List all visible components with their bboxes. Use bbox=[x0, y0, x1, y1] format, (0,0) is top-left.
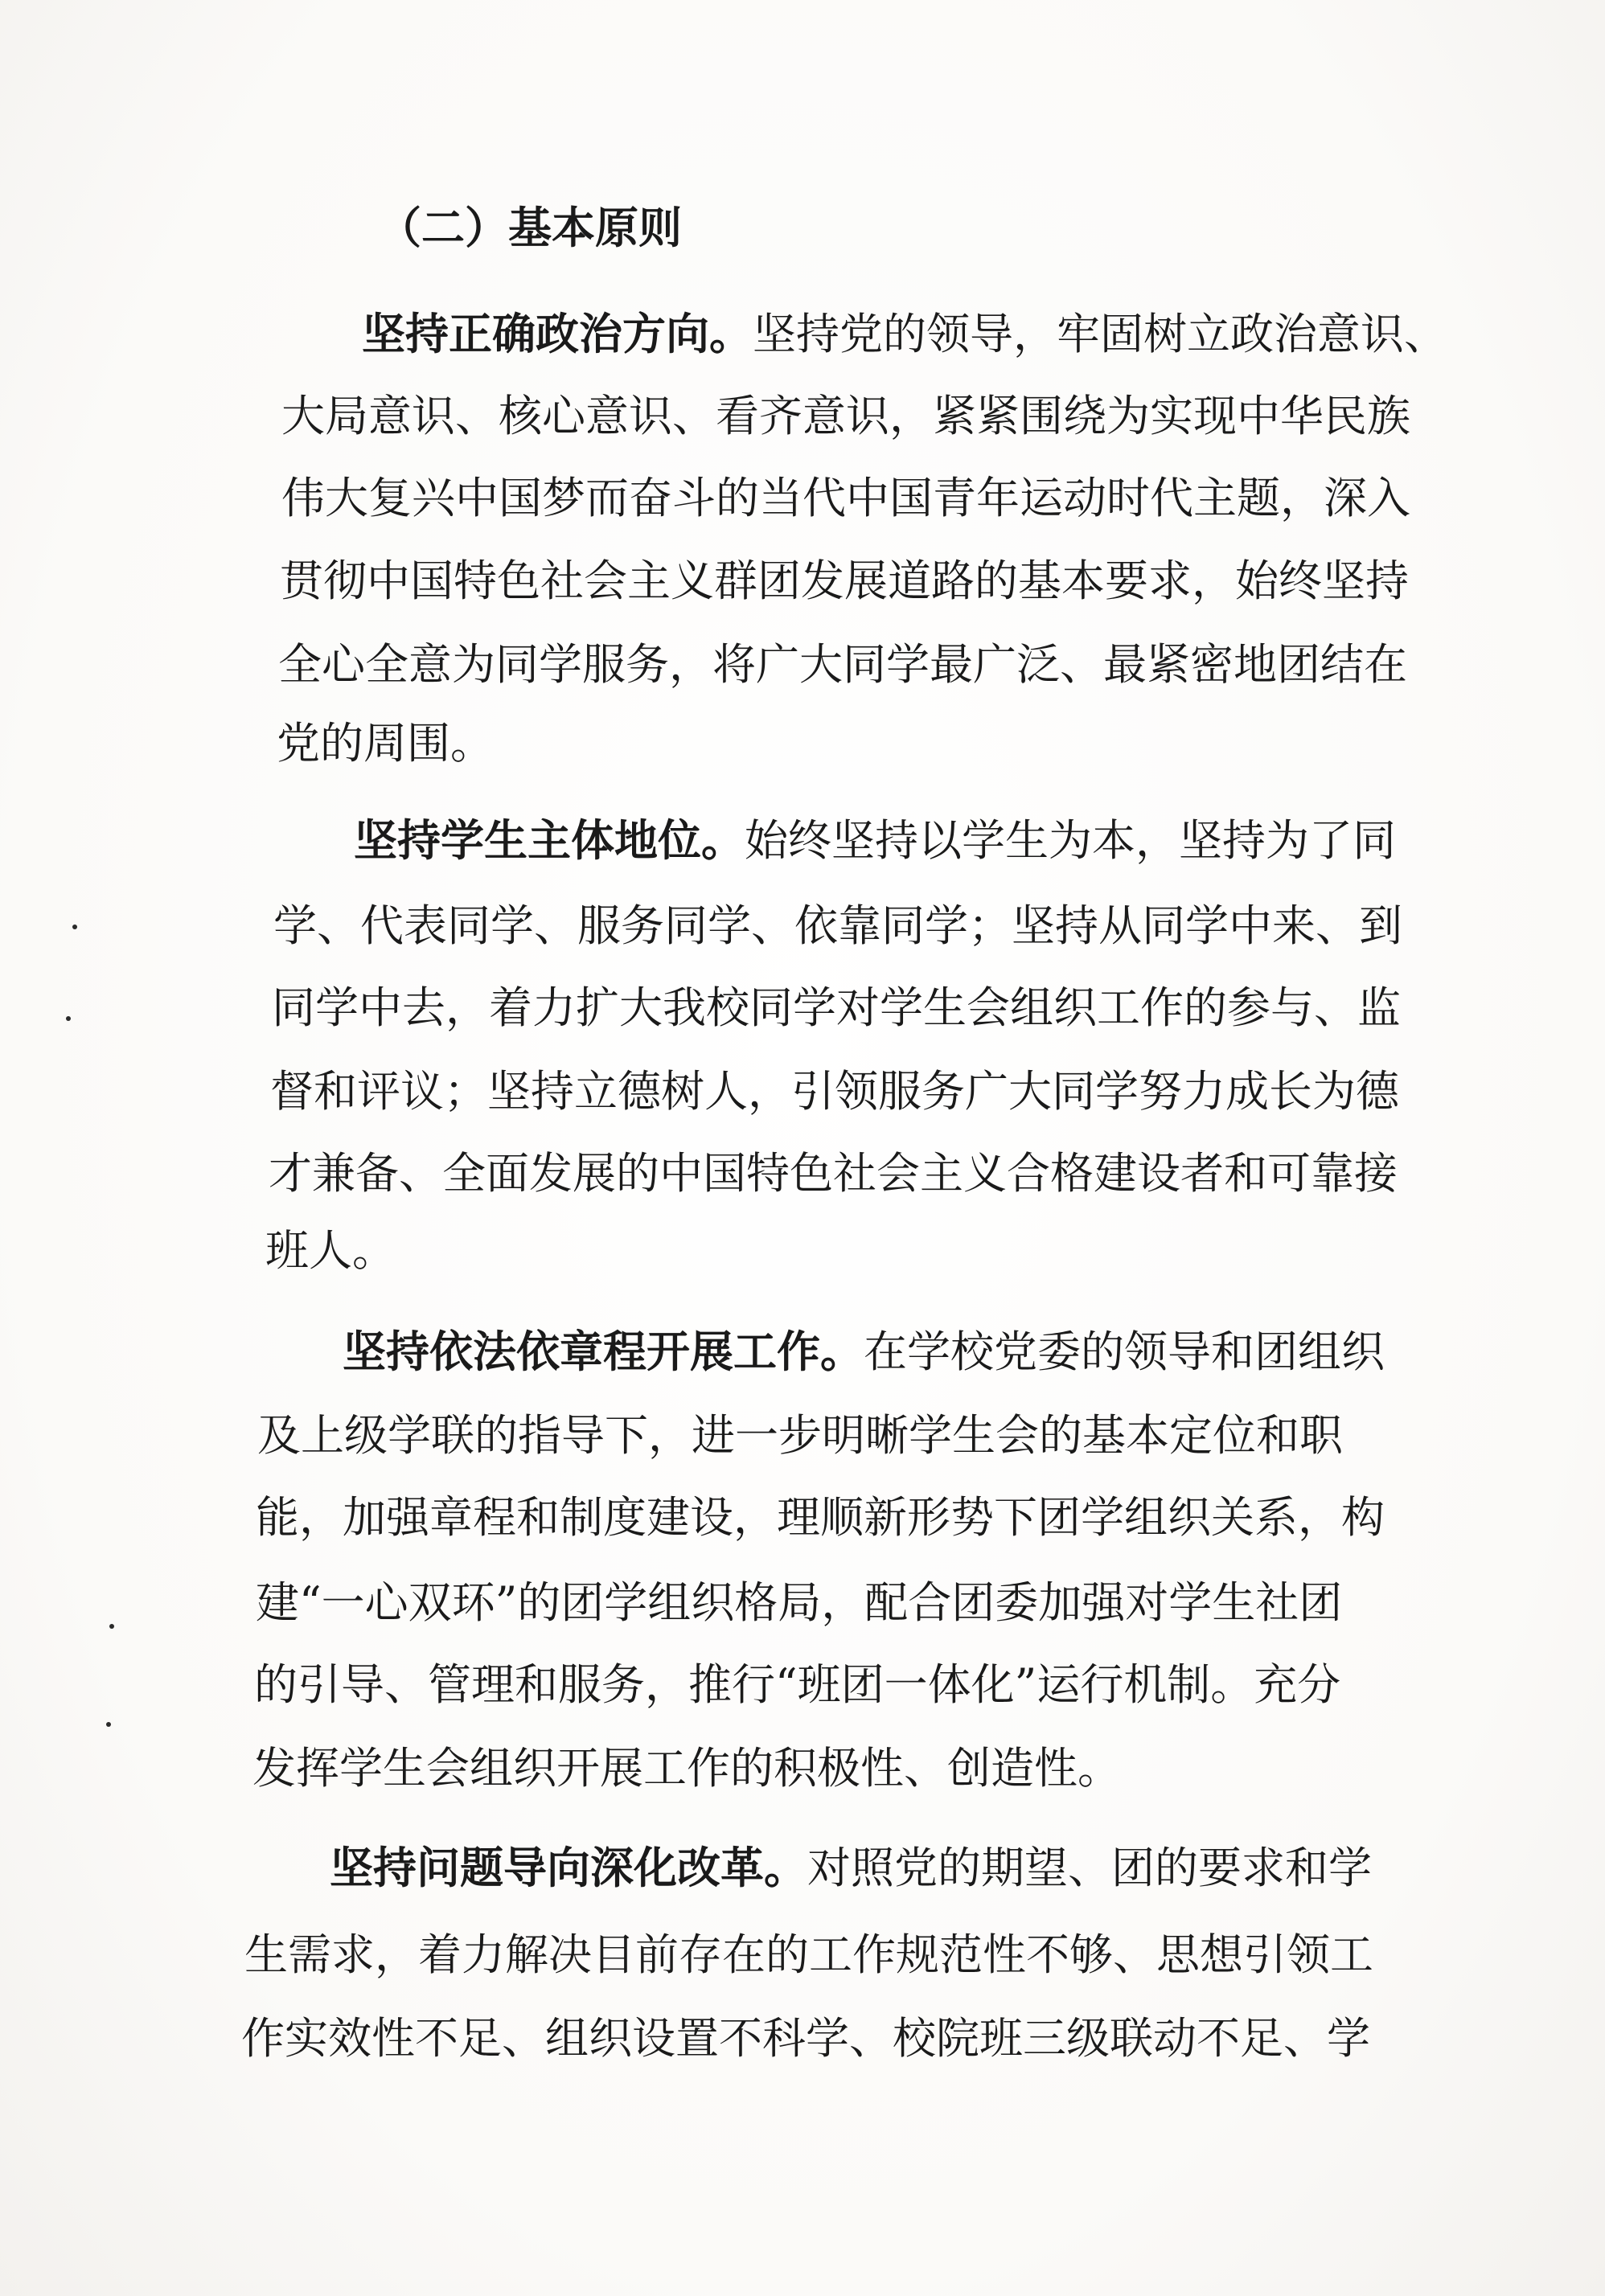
scan-speck bbox=[72, 925, 77, 929]
paragraph-2-lead: 坚持学生主体地位。 bbox=[354, 815, 745, 866]
paragraph-4-text: 对照党的期望、团的要求和学 bbox=[807, 1843, 1372, 1893]
paragraph-1-line-4: 贯彻中国特色社会主义群团发展道路的基本要求，始终坚持 bbox=[280, 556, 1409, 606]
paragraph-1-line-2: 大局意识、核心意识、看齐意识，紧紧围绕为实现中华民族 bbox=[281, 391, 1410, 441]
paragraph-1-line-5: 全心全意为同学服务，将广大同学最广泛、最紧密地团结在 bbox=[278, 639, 1407, 690]
scan-speck bbox=[66, 1016, 71, 1021]
paragraph-2-line-2: 学、代表同学、服务同学、依靠同学；坚持从同学中来、到 bbox=[273, 900, 1402, 951]
paragraph-3-line-1 bbox=[343, 1326, 1385, 1378]
paragraph-1-line-6: 党的周围。 bbox=[277, 718, 494, 769]
paragraph-2-line-4: 督和评议；坚持立德树人，引领服务广大同学努力成长为德 bbox=[270, 1066, 1399, 1117]
paragraph-2-line-6: 班人。 bbox=[265, 1225, 396, 1276]
paragraph-3-lead: 坚持依法依章程开展工作。 bbox=[343, 1326, 864, 1377]
scan-speck bbox=[109, 1624, 114, 1629]
paragraph-2-line-3: 同学中去，着力扩大我校同学对学生会组织工作的参与、监 bbox=[272, 982, 1401, 1033]
paragraph-1-text: 坚持党的领导，牢固树立政治意识、 bbox=[753, 309, 1447, 359]
paragraph-4-lead: 坚持问题导向深化改革。 bbox=[330, 1843, 807, 1893]
section-heading: （二）基本原则 bbox=[378, 203, 682, 253]
scan-speck bbox=[106, 1722, 111, 1727]
paragraph-3-line-6: 发挥学生会组织开展工作的积极性、创造性。 bbox=[252, 1743, 1121, 1794]
paragraph-3-line-3: 能，加强章程和制度建设，理顺新形势下团学组织关系，构 bbox=[256, 1492, 1385, 1543]
paragraph-1-line-3: 伟大复兴中国梦而奋斗的当代中国青年运动时代主题，深入 bbox=[281, 473, 1410, 523]
paragraph-1-lead: 坚持正确政治方向。 bbox=[362, 309, 753, 359]
paragraph-4-line-2: 生需求，着力解决目前存在的工作规范性不够、思想引领工 bbox=[244, 1929, 1373, 1980]
paragraph-2-line-1 bbox=[354, 815, 1396, 867]
paragraph-4-line-3: 作实效性不足、组织设置不科学、校院班三级联动不足、学 bbox=[241, 2013, 1370, 2064]
paragraph-3-line-5: 的引导、管理和服务，推行“班团一体化”运行机制。充分 bbox=[254, 1659, 1341, 1710]
paragraph-3-line-4: 建“一心双环”的团学组织格局，配合团委加强对学生社团 bbox=[256, 1577, 1343, 1628]
paragraph-2-text: 始终坚持以学生为本，坚持为了同 bbox=[745, 815, 1396, 866]
paragraph-2-line-5: 才兼备、全面发展的中国特色社会主义合格建设者和可靠接 bbox=[269, 1148, 1398, 1199]
paragraph-3-text: 在学校党委的领导和团组织 bbox=[864, 1326, 1385, 1377]
paragraph-3-line-2: 及上级学联的指导下，进一步明晰学生会的基本定位和职 bbox=[257, 1410, 1343, 1461]
paragraph-1-line-1 bbox=[362, 309, 1447, 360]
paragraph-4-line-1 bbox=[330, 1843, 1372, 1894]
